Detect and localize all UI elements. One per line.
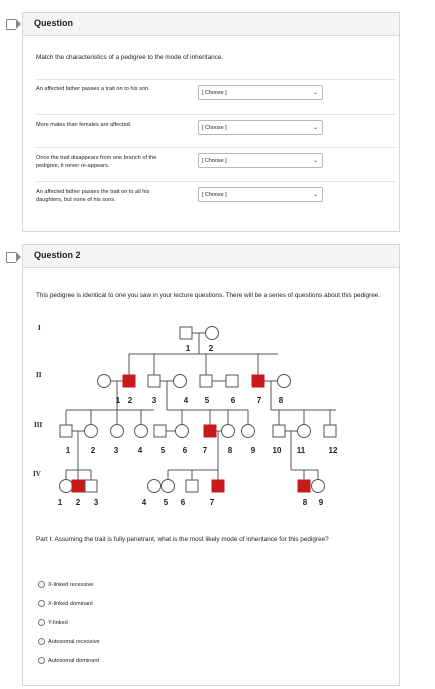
- individual-number: 7: [209, 498, 215, 507]
- individual-number: 2: [208, 344, 214, 353]
- individual-number: 1: [57, 498, 63, 507]
- radio-button[interactable]: [38, 581, 45, 588]
- individual-number: 11: [296, 446, 306, 455]
- individual-number: 3: [151, 396, 157, 405]
- select-value: [ Choose ]: [202, 192, 227, 198]
- individual-number: 7: [202, 446, 208, 455]
- individual-number: 4: [141, 498, 147, 507]
- option-autosomal-dominant[interactable]: [38, 657, 99, 664]
- question-1-prompt: Match the characteristics of a pedigree to the mode of inheritance.: [36, 54, 224, 61]
- match-text-2: More males than females are affected.: [36, 122, 132, 128]
- select-value: [ Choose ]: [202, 90, 227, 96]
- individual-number: 8: [302, 498, 308, 507]
- option-x-linked-recessive[interactable]: [38, 581, 93, 588]
- match-text-4: An affected father passes the trait on to all his daughters, but none of his sons.: [36, 189, 150, 203]
- generation-label-3: III: [34, 421, 43, 429]
- individual-number: 5: [204, 396, 210, 405]
- part-1-prompt: Part I: Assuming the trait is fully penetrant, what is the most likely mode of inheritance for this pedigree?: [36, 536, 329, 543]
- individual-number: 4: [137, 446, 143, 455]
- match-row-4: [36, 181, 396, 203]
- chevron-down-icon: ⌄: [312, 125, 318, 131]
- option-x-linked-dominant[interactable]: [38, 600, 93, 607]
- individual-number: 6: [180, 498, 186, 507]
- select-value: [ Choose ]: [202, 158, 227, 164]
- generation-label-2: II: [36, 371, 42, 379]
- individual-number: 3: [113, 446, 119, 455]
- individual-number: 12: [328, 446, 338, 455]
- radio-button[interactable]: [38, 619, 45, 626]
- option-autosomal-recessive[interactable]: [38, 638, 100, 645]
- individual-number: 2: [90, 446, 96, 455]
- individual-number: 8: [227, 446, 233, 455]
- individual-number: 10: [272, 446, 282, 455]
- option-label: X-linked dominant: [48, 600, 93, 607]
- individual-number: 9: [318, 498, 324, 507]
- question-1-header: [23, 13, 399, 36]
- individual-number: 4: [183, 396, 189, 405]
- individual-number: 8: [278, 396, 284, 405]
- question-1-title: Question: [34, 18, 74, 28]
- individual-number: 2: [75, 498, 81, 507]
- individual-number: 6: [230, 396, 236, 405]
- question-2-title: Question 2: [34, 250, 81, 260]
- question-flag-icon[interactable]: [6, 252, 16, 263]
- individual-number: 7: [256, 396, 262, 405]
- question-2-header: [23, 245, 399, 268]
- individual-number: 9: [250, 446, 256, 455]
- question-1-card: [22, 12, 400, 232]
- individual-number: 1: [185, 344, 191, 353]
- chevron-down-icon: ⌄: [312, 192, 318, 198]
- chevron-down-icon: ⌄: [312, 90, 318, 96]
- match-row-2: [36, 114, 396, 131]
- match-text-3: Once the trait disappears from one branch of the pedigree, it never re-appears.: [36, 155, 157, 169]
- generation-label-1: I: [38, 324, 41, 332]
- match-select-3[interactable]: [198, 153, 323, 168]
- option-label: Autosomal dominant: [48, 657, 99, 664]
- option-y-linked[interactable]: [38, 619, 68, 626]
- match-row-3: [36, 147, 396, 169]
- option-label: Y-linked: [48, 619, 68, 626]
- individual-number: 5: [163, 498, 169, 507]
- select-value: [ Choose ]: [202, 125, 227, 131]
- match-row-1: [36, 79, 396, 96]
- match-text-1: An affected father passes a trait on to his son.: [36, 86, 150, 92]
- individual-number: 1: [65, 446, 71, 455]
- chevron-down-icon: ⌄: [312, 158, 318, 164]
- option-label: X-linked recessive: [48, 581, 94, 588]
- question-2-card: [22, 244, 400, 686]
- radio-button[interactable]: [38, 638, 45, 645]
- match-select-2[interactable]: [198, 120, 323, 135]
- radio-button[interactable]: [38, 657, 45, 664]
- match-select-1[interactable]: [198, 85, 323, 100]
- individual-number: 6: [182, 446, 188, 455]
- radio-button[interactable]: [38, 600, 45, 607]
- question-2-prompt: This pedigree is identical to one you saw in your lecture questions. There will be a series of questions about this pedigree.: [36, 292, 381, 299]
- individual-number: 2: [127, 396, 133, 405]
- question-flag-icon[interactable]: [6, 19, 16, 30]
- option-label: Autosomal recessive: [48, 638, 100, 645]
- individual-number: 3: [93, 498, 99, 507]
- individual-number: 1: [115, 396, 121, 405]
- generation-label-4: IV: [33, 470, 41, 478]
- match-select-4[interactable]: [198, 187, 323, 202]
- individual-number: 5: [160, 446, 166, 455]
